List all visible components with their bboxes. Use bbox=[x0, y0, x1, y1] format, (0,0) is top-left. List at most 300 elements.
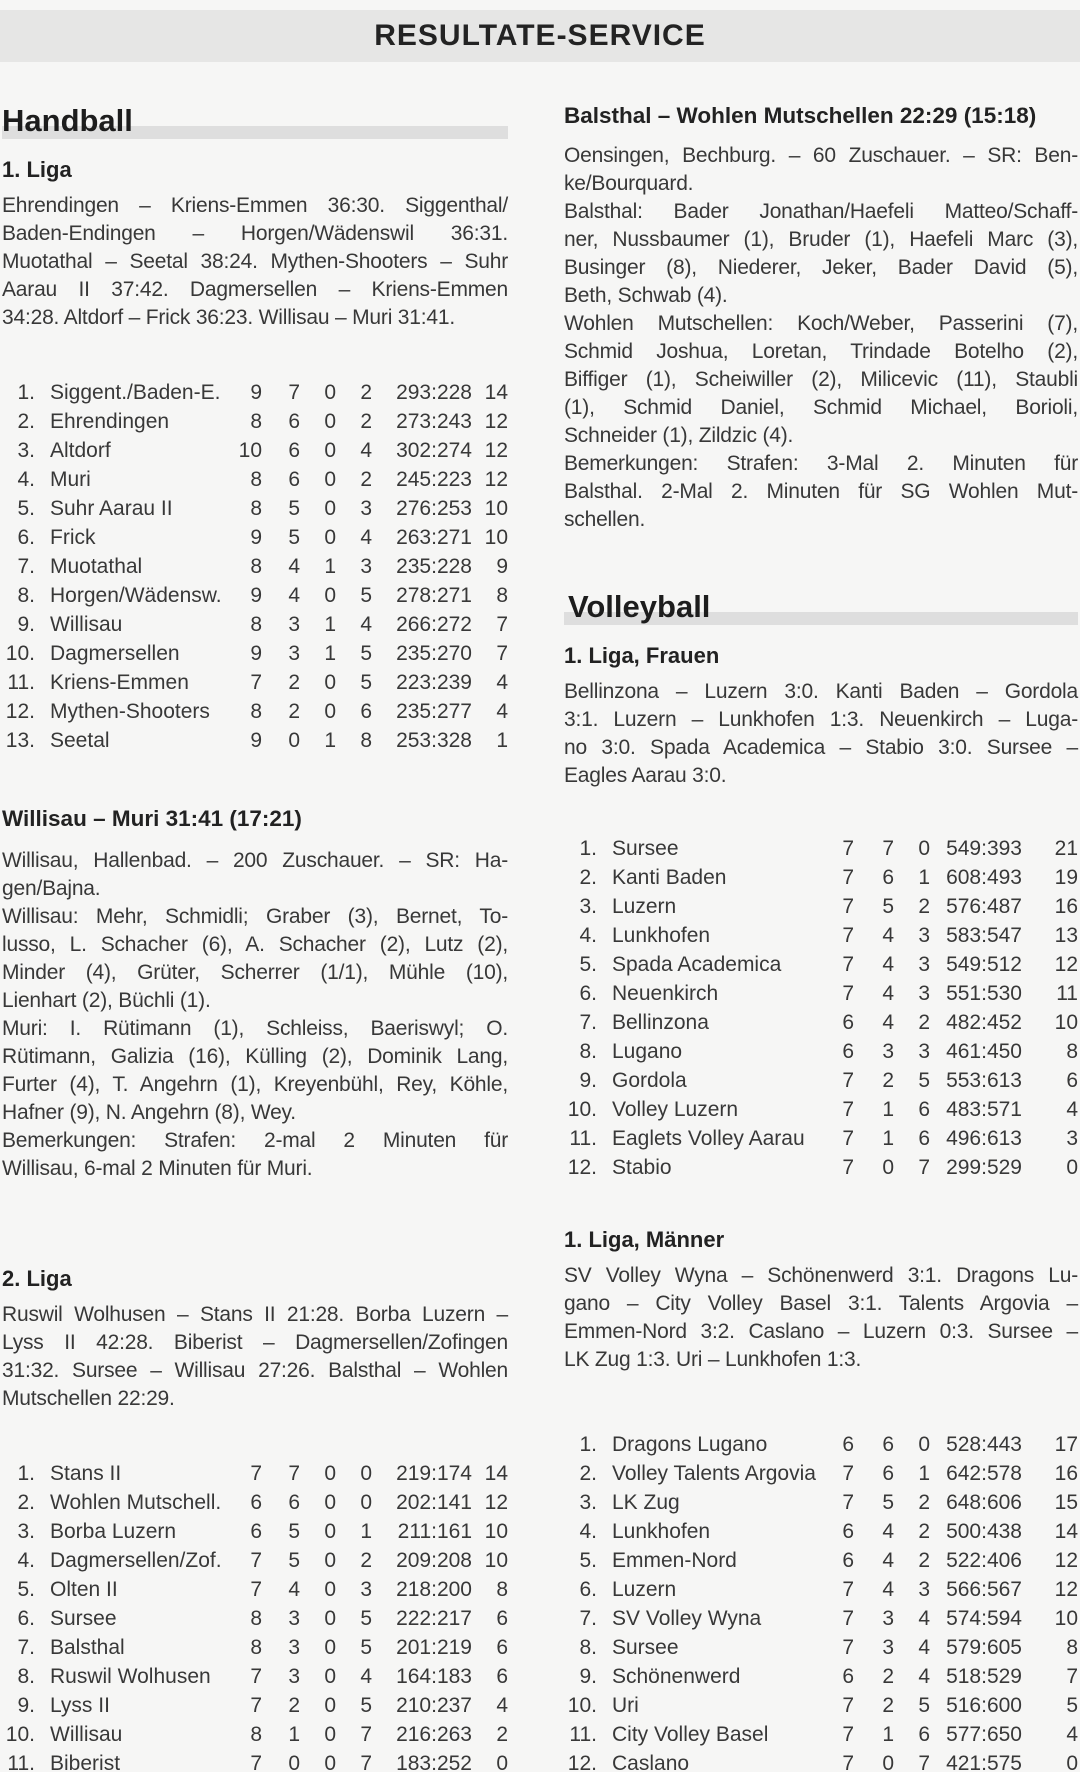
table-row bbox=[2, 581, 508, 610]
stat-cell: 5 bbox=[1066, 1694, 1078, 1717]
stat-cell: 1 bbox=[324, 613, 336, 636]
rank-cell: 11. bbox=[7, 1752, 35, 1772]
stat-cell: 7 bbox=[842, 1098, 854, 1121]
stat-cell: 12 bbox=[1054, 953, 1078, 976]
table-row bbox=[564, 1124, 1078, 1153]
stat-cell: 5 bbox=[288, 1549, 300, 1572]
team-name-cell: Lyss II bbox=[50, 1694, 110, 1717]
stat-cell: 0 bbox=[324, 1752, 336, 1772]
stat-cell: 1 bbox=[882, 1127, 894, 1150]
stat-cell: 8 bbox=[250, 497, 262, 520]
team-name-cell: Volley Luzern bbox=[612, 1098, 739, 1121]
team-name-cell: Muotathal bbox=[50, 555, 143, 578]
stat-cell: 0 bbox=[324, 700, 336, 723]
stat-cell: 0 bbox=[918, 1433, 930, 1456]
table-row bbox=[2, 1488, 508, 1517]
stat-cell: 4 bbox=[1066, 1723, 1078, 1746]
results-paragraph-handball-1liga bbox=[2, 192, 508, 332]
stat-cell: 516:600 bbox=[946, 1694, 1022, 1717]
match-paragraph-wohlen-lineup bbox=[564, 310, 1078, 450]
stat-cell: 5 bbox=[360, 1694, 372, 1717]
stat-cell: 9 bbox=[250, 642, 262, 665]
subsection-title-1liga-frauen: 1. Liga, Frauen bbox=[564, 643, 720, 668]
table-row bbox=[564, 1517, 1078, 1546]
stat-cell: 2 bbox=[360, 1549, 372, 1572]
stat-cell: 7 bbox=[496, 642, 508, 665]
stat-cell: 3 bbox=[288, 613, 300, 636]
match-paragraph-balsthal-lineup bbox=[564, 198, 1078, 310]
table-row bbox=[564, 1575, 1078, 1604]
stat-cell: 6 bbox=[288, 410, 300, 433]
stat-cell: 209:208 bbox=[396, 1549, 472, 1572]
stat-cell: 553:613 bbox=[946, 1069, 1022, 1092]
rank-cell: 8. bbox=[17, 1665, 35, 1688]
stat-cell: 8 bbox=[250, 700, 262, 723]
stat-cell: 8 bbox=[496, 584, 508, 607]
match-paragraph-willisau-lineup bbox=[2, 903, 508, 1015]
stat-cell: 7 bbox=[842, 1694, 854, 1717]
subsection-title-1liga-maenner: 1. Liga, Männer bbox=[564, 1227, 725, 1252]
team-name-cell: City Volley Basel bbox=[612, 1723, 769, 1746]
table-row bbox=[564, 1095, 1078, 1124]
rank-cell: 3. bbox=[579, 895, 597, 918]
stat-cell: 183:252 bbox=[396, 1752, 472, 1772]
stat-cell: 7 bbox=[842, 1723, 854, 1746]
stat-cell: 17 bbox=[1054, 1433, 1078, 1456]
team-name-cell: Frick bbox=[50, 526, 96, 549]
text-line: Rütimann, Galizia (16), Külling (2), Dominik Lang, bbox=[2, 1045, 508, 1068]
team-name-cell: Siggent./Baden-E. bbox=[50, 381, 221, 404]
stat-cell: 7 bbox=[250, 1752, 262, 1772]
rank-cell: 11. bbox=[569, 1723, 597, 1746]
stat-cell: 6 bbox=[250, 1520, 262, 1543]
stat-cell: 0 bbox=[288, 729, 300, 752]
stat-cell: 4 bbox=[882, 1549, 894, 1572]
page-title: RESULTATE-SERVICE bbox=[374, 19, 706, 52]
stat-cell: 1 bbox=[882, 1723, 894, 1746]
stat-cell: 5 bbox=[918, 1069, 930, 1092]
stat-cell: 7 bbox=[842, 1752, 854, 1772]
team-name-cell: Luzern bbox=[612, 1578, 677, 1601]
stat-cell: 7 bbox=[842, 1069, 854, 1092]
stat-cell: 421:575 bbox=[946, 1752, 1022, 1772]
section-header-handball bbox=[2, 102, 508, 146]
text-line: Balsthal: Bader Jonathan/Haefeli Matteo/Schaff- bbox=[564, 200, 1078, 223]
stat-cell: 0 bbox=[918, 837, 930, 860]
stat-cell: 483:571 bbox=[946, 1098, 1022, 1121]
stat-cell: 6 bbox=[496, 1607, 508, 1630]
stat-cell: 6 bbox=[918, 1723, 930, 1746]
stat-cell: 253:328 bbox=[396, 729, 472, 752]
stat-cell: 7 bbox=[842, 982, 854, 1005]
table-row bbox=[2, 378, 508, 407]
table-row bbox=[2, 668, 508, 697]
table-row bbox=[564, 1066, 1078, 1095]
stat-cell: 4 bbox=[360, 526, 372, 549]
stat-cell: 7 bbox=[842, 953, 854, 976]
text-line: Bellinzona – Luzern 3:0. Kanti Baden – Gordola bbox=[564, 680, 1078, 703]
table-row bbox=[564, 950, 1078, 979]
stat-cell: 3 bbox=[918, 953, 930, 976]
stat-cell: 3 bbox=[1066, 1127, 1078, 1150]
team-name-cell: Spada Academica bbox=[612, 953, 782, 976]
stat-cell: 210:237 bbox=[396, 1694, 472, 1717]
table-row bbox=[564, 863, 1078, 892]
team-name-cell: Kanti Baden bbox=[612, 866, 727, 889]
stat-cell: 14 bbox=[1054, 1520, 1078, 1543]
stat-cell: 5 bbox=[360, 584, 372, 607]
stat-cell: 13 bbox=[1054, 924, 1078, 947]
text-line: Beth, Schwab (4). bbox=[564, 284, 728, 307]
stat-cell: 8 bbox=[250, 1607, 262, 1630]
stat-cell: 4 bbox=[882, 1520, 894, 1543]
rank-cell: 11. bbox=[7, 671, 35, 694]
stat-cell: 8 bbox=[250, 1723, 262, 1746]
rank-cell: 13. bbox=[5, 729, 35, 752]
stat-cell: 0 bbox=[324, 1520, 336, 1543]
stat-cell: 8 bbox=[250, 613, 262, 636]
results-paragraph-handball-2liga bbox=[2, 1301, 508, 1413]
text-line: Schneider (1), Zildzic (4). bbox=[564, 424, 794, 447]
stat-cell: 642:578 bbox=[946, 1462, 1022, 1485]
stat-cell: 528:443 bbox=[946, 1433, 1022, 1456]
stat-cell: 245:223 bbox=[396, 468, 472, 491]
stat-cell: 266:272 bbox=[396, 613, 472, 636]
stat-cell: 5 bbox=[882, 895, 894, 918]
team-name-cell: Sursee bbox=[612, 1636, 679, 1659]
stat-cell: 10 bbox=[484, 1520, 508, 1543]
table-row bbox=[2, 552, 508, 581]
stat-cell: 7 bbox=[918, 1752, 930, 1772]
team-name-cell: Emmen-Nord bbox=[612, 1549, 737, 1572]
stat-cell: 299:529 bbox=[946, 1156, 1022, 1179]
stat-cell: 7 bbox=[1066, 1665, 1078, 1688]
match-paragraph-venue bbox=[2, 847, 508, 903]
stat-cell: 3 bbox=[918, 1578, 930, 1601]
stat-cell: 6 bbox=[882, 1433, 894, 1456]
stat-cell: 7 bbox=[842, 866, 854, 889]
stat-cell: 461:450 bbox=[946, 1040, 1022, 1063]
match-title-balsthal-wohlen: Balsthal – Wohlen Mutschellen 22:29 (15:18) bbox=[564, 103, 1037, 128]
text-line: Furter (4), T. Angehrn (1), Kreyenbühl, Rey, Köhle, bbox=[2, 1073, 508, 1096]
stat-cell: 10 bbox=[484, 526, 508, 549]
stat-cell: 6 bbox=[842, 1520, 854, 1543]
text-line: Schmid Joshua, Loretan, Trindade Botelho (2), bbox=[564, 340, 1078, 363]
rank-cell: 1. bbox=[17, 1462, 35, 1485]
stat-cell: 7 bbox=[918, 1156, 930, 1179]
stat-cell: 0 bbox=[324, 410, 336, 433]
rank-cell: 7. bbox=[17, 555, 35, 578]
stat-cell: 8 bbox=[1066, 1040, 1078, 1063]
stat-cell: 164:183 bbox=[396, 1665, 472, 1688]
rank-cell: 4. bbox=[17, 1549, 35, 1572]
stat-cell: 218:200 bbox=[396, 1578, 472, 1601]
stat-cell: 4 bbox=[496, 671, 508, 694]
rank-cell: 4. bbox=[17, 468, 35, 491]
team-name-cell: Borba Luzern bbox=[50, 1520, 177, 1543]
rank-cell: 11. bbox=[569, 1127, 597, 1150]
text-line: 34:28. Altdorf – Frick 36:23. Willisau – Muri 31:41. bbox=[2, 306, 455, 329]
text-line: Businger (8), Niederer, Jeker, Bader David (5), bbox=[564, 256, 1078, 279]
stat-cell: 1 bbox=[288, 1723, 300, 1746]
table-row bbox=[564, 1720, 1078, 1749]
text-line: Mutschellen 22:29. bbox=[2, 1387, 175, 1410]
stat-cell: 4 bbox=[882, 1011, 894, 1034]
stat-cell: 6 bbox=[842, 1011, 854, 1034]
rank-cell: 8. bbox=[579, 1040, 597, 1063]
stat-cell: 5 bbox=[360, 671, 372, 694]
stat-cell: 9 bbox=[250, 526, 262, 549]
team-name-cell: Kriens-Emmen bbox=[50, 671, 189, 694]
stat-cell: 6 bbox=[882, 1462, 894, 1485]
stat-cell: 3 bbox=[918, 1040, 930, 1063]
stat-cell: 0 bbox=[324, 1491, 336, 1514]
section-title-volleyball: Volleyball bbox=[568, 589, 711, 624]
table-row bbox=[2, 639, 508, 668]
team-name-cell: Lugano bbox=[612, 1040, 683, 1063]
stat-cell: 0 bbox=[324, 671, 336, 694]
table-row bbox=[2, 1633, 508, 1662]
text-line: Ehrendingen – Kriens-Emmen 36:30. Siggenthal/ bbox=[2, 194, 508, 217]
stat-cell: 2 bbox=[496, 1723, 508, 1746]
stat-cell: 223:239 bbox=[396, 671, 472, 694]
stat-cell: 7 bbox=[842, 1636, 854, 1659]
rank-cell: 1. bbox=[17, 381, 35, 404]
stat-cell: 4 bbox=[918, 1607, 930, 1630]
stat-cell: 7 bbox=[250, 1665, 262, 1688]
rank-cell: 10. bbox=[567, 1694, 597, 1717]
stat-cell: 2 bbox=[918, 1520, 930, 1543]
standings-table-volleyball-frauen bbox=[564, 834, 1078, 1182]
rank-cell: 7. bbox=[17, 1636, 35, 1659]
stat-cell: 21 bbox=[1054, 837, 1078, 860]
section-title-handball: Handball bbox=[2, 103, 133, 138]
stat-cell: 5 bbox=[360, 1636, 372, 1659]
stat-cell: 10 bbox=[238, 439, 262, 462]
stat-cell: 1 bbox=[496, 729, 508, 752]
stat-cell: 0 bbox=[324, 584, 336, 607]
standings-table-handball-2liga bbox=[2, 1459, 508, 1772]
rank-cell: 12. bbox=[5, 700, 35, 723]
stat-cell: 579:605 bbox=[946, 1636, 1022, 1659]
text-line: ner, Nussbaumer (1), Bruder (1), Haefeli Marc (3), bbox=[564, 228, 1078, 251]
stat-cell: 222:217 bbox=[396, 1607, 472, 1630]
stat-cell: 0 bbox=[324, 1462, 336, 1485]
text-line: gen/Bajna. bbox=[2, 877, 101, 900]
table-row bbox=[2, 1546, 508, 1575]
stat-cell: 7 bbox=[842, 1578, 854, 1601]
text-line: Ruswil Wolhusen – Stans II 21:28. Borba Luzern – bbox=[2, 1303, 508, 1326]
stat-cell: 0 bbox=[324, 381, 336, 404]
team-name-cell: Seetal bbox=[50, 729, 110, 752]
text-line: Muri: I. Rütimann (1), Schleiss, Baeriswyl; O. bbox=[2, 1017, 508, 1040]
rank-cell: 2. bbox=[17, 410, 35, 433]
rank-cell: 9. bbox=[579, 1665, 597, 1688]
stat-cell: 216:263 bbox=[396, 1723, 472, 1746]
column-left bbox=[2, 62, 508, 1772]
stat-cell: 8 bbox=[250, 410, 262, 433]
rank-cell: 6. bbox=[579, 982, 597, 1005]
team-name-cell: SV Volley Wyna bbox=[612, 1607, 762, 1630]
team-name-cell: Willisau bbox=[50, 613, 123, 636]
stat-cell: 4 bbox=[882, 1578, 894, 1601]
stat-cell: 0 bbox=[324, 439, 336, 462]
stat-cell: 0 bbox=[496, 1752, 508, 1772]
stat-cell: 7 bbox=[288, 381, 300, 404]
rank-cell: 5. bbox=[17, 1578, 35, 1601]
text-line: LK Zug 1:3. Uri – Lunkhofen 1:3. bbox=[564, 1348, 862, 1371]
team-name-cell: Muri bbox=[50, 468, 91, 491]
text-line: schellen. bbox=[564, 508, 646, 531]
stat-cell: 293:228 bbox=[396, 381, 472, 404]
table-row bbox=[2, 1749, 508, 1772]
stat-cell: 0 bbox=[288, 1752, 300, 1772]
stat-cell: 6 bbox=[842, 1549, 854, 1572]
stat-cell: 6 bbox=[360, 700, 372, 723]
stat-cell: 7 bbox=[250, 1462, 262, 1485]
match-paragraph-muri-lineup bbox=[2, 1015, 508, 1127]
text-line: Eagles Aarau 3:0. bbox=[564, 764, 727, 787]
rank-cell: 8. bbox=[17, 584, 35, 607]
rank-cell: 5. bbox=[579, 1549, 597, 1572]
stat-cell: 3 bbox=[918, 924, 930, 947]
table-row bbox=[2, 436, 508, 465]
stat-cell: 6 bbox=[288, 468, 300, 491]
team-name-cell: Olten II bbox=[50, 1578, 118, 1601]
stat-cell: 0 bbox=[324, 468, 336, 491]
text-line: Willisau, Hallenbad. – 200 Zuschauer. – SR: Ha- bbox=[2, 849, 508, 872]
rank-cell: 2. bbox=[579, 1462, 597, 1485]
table-row bbox=[2, 1604, 508, 1633]
stat-cell: 2 bbox=[288, 671, 300, 694]
standings-table-handball-1liga bbox=[2, 378, 508, 755]
table-row bbox=[564, 979, 1078, 1008]
stat-cell: 4 bbox=[918, 1665, 930, 1688]
stat-cell: 10 bbox=[484, 1549, 508, 1572]
rank-cell: 3. bbox=[579, 1491, 597, 1514]
team-name-cell: Caslano bbox=[612, 1752, 690, 1772]
stat-cell: 6 bbox=[496, 1636, 508, 1659]
stat-cell: 16 bbox=[1054, 1462, 1078, 1485]
text-line: Biffiger (1), Scheiwiller (2), Milicevic (11), Staubli bbox=[564, 368, 1078, 391]
stat-cell: 2 bbox=[288, 700, 300, 723]
stat-cell: 1 bbox=[324, 555, 336, 578]
table-row bbox=[564, 1488, 1078, 1517]
team-name-cell: Dagmersellen/Zof. bbox=[50, 1549, 222, 1572]
text-line: Lienhart (2), Büchli (1). bbox=[2, 989, 211, 1012]
stat-cell: 4 bbox=[882, 953, 894, 976]
stat-cell: 8 bbox=[250, 468, 262, 491]
stat-cell: 2 bbox=[882, 1069, 894, 1092]
table-row bbox=[564, 834, 1078, 863]
team-name-cell: Wohlen Mutschell. bbox=[50, 1491, 222, 1514]
stat-cell: 202:141 bbox=[396, 1491, 472, 1514]
team-name-cell: Sursee bbox=[50, 1607, 117, 1630]
stat-cell: 7 bbox=[250, 1578, 262, 1601]
team-name-cell: Uri bbox=[612, 1694, 639, 1717]
stat-cell: 0 bbox=[324, 1636, 336, 1659]
stat-cell: 5 bbox=[360, 642, 372, 665]
table-row bbox=[564, 921, 1078, 950]
team-name-cell: Schönenwerd bbox=[612, 1665, 741, 1688]
stat-cell: 3 bbox=[288, 1607, 300, 1630]
table-row bbox=[564, 1430, 1078, 1459]
text-line: Hafner (9), N. Angehrn (8), Wey. bbox=[2, 1101, 296, 1124]
stat-cell: 7 bbox=[360, 1752, 372, 1772]
table-row bbox=[564, 1459, 1078, 1488]
text-line: ke/Bourquard. bbox=[564, 172, 694, 195]
results-paragraph-volleyball-frauen bbox=[564, 678, 1078, 790]
stat-cell: 6 bbox=[288, 439, 300, 462]
stat-cell: 16 bbox=[1054, 895, 1078, 918]
table-row bbox=[564, 1633, 1078, 1662]
stat-cell: 2 bbox=[288, 1694, 300, 1717]
text-line: Willisau: Mehr, Schmidli; Graber (3), Bernet, To- bbox=[2, 905, 508, 928]
stat-cell: 7 bbox=[288, 1462, 300, 1485]
stat-cell: 6 bbox=[882, 866, 894, 889]
rank-cell: 3. bbox=[17, 439, 35, 462]
rank-cell: 2. bbox=[17, 1491, 35, 1514]
stat-cell: 8 bbox=[1066, 1636, 1078, 1659]
table-row bbox=[2, 494, 508, 523]
stat-cell: 583:547 bbox=[946, 924, 1022, 947]
team-name-cell: Lunkhofen bbox=[612, 1520, 711, 1543]
stat-cell: 235:277 bbox=[396, 700, 472, 723]
text-line: Willisau, 6-mal 2 Minuten für Muri. bbox=[2, 1157, 313, 1180]
stat-cell: 7 bbox=[250, 671, 262, 694]
stat-cell: 3 bbox=[288, 1636, 300, 1659]
stat-cell: 577:650 bbox=[946, 1723, 1022, 1746]
section-header-volleyball bbox=[564, 588, 1078, 632]
stat-cell: 6 bbox=[918, 1098, 930, 1121]
team-name-cell: Dragons Lugano bbox=[612, 1433, 768, 1456]
rank-cell: 5. bbox=[579, 953, 597, 976]
table-row bbox=[564, 1749, 1078, 1772]
team-name-cell: Suhr Aarau II bbox=[50, 497, 173, 520]
stat-cell: 5 bbox=[288, 1520, 300, 1543]
stat-cell: 0 bbox=[324, 1665, 336, 1688]
stat-cell: 12 bbox=[484, 410, 508, 433]
team-name-cell: Horgen/Wädensw. bbox=[50, 584, 222, 607]
stat-cell: 7 bbox=[842, 1127, 854, 1150]
stat-cell: 6 bbox=[842, 1433, 854, 1456]
stat-cell: 15 bbox=[1054, 1491, 1078, 1514]
rank-cell: 2. bbox=[579, 866, 597, 889]
team-name-cell: Dagmersellen bbox=[50, 642, 180, 665]
rank-cell: 12. bbox=[567, 1156, 597, 1179]
table-row bbox=[2, 1662, 508, 1691]
rank-cell: 10. bbox=[567, 1098, 597, 1121]
stat-cell: 8 bbox=[250, 555, 262, 578]
stat-cell: 1 bbox=[918, 1462, 930, 1485]
title-band bbox=[0, 10, 1080, 62]
subsection-title-1liga: 1. Liga bbox=[2, 157, 72, 182]
stat-cell: 0 bbox=[324, 497, 336, 520]
stat-cell: 12 bbox=[484, 439, 508, 462]
stat-cell: 1 bbox=[918, 866, 930, 889]
team-name-cell: Mythen-Shooters bbox=[50, 700, 210, 723]
table-row bbox=[2, 523, 508, 552]
stat-cell: 2 bbox=[918, 895, 930, 918]
text-line: 3:1. Luzern – Lunkhofen 1:3. Neuenkirch – Luga- bbox=[564, 708, 1078, 731]
match-paragraph-bemerkungen bbox=[564, 450, 1078, 534]
stat-cell: 235:228 bbox=[396, 555, 472, 578]
stat-cell: 7 bbox=[842, 837, 854, 860]
text-line: Oensingen, Bechburg. – 60 Zuschauer. – SR: Ben- bbox=[564, 144, 1078, 167]
stat-cell: 2 bbox=[360, 381, 372, 404]
stat-cell: 5 bbox=[882, 1491, 894, 1514]
stat-cell: 0 bbox=[324, 1607, 336, 1630]
